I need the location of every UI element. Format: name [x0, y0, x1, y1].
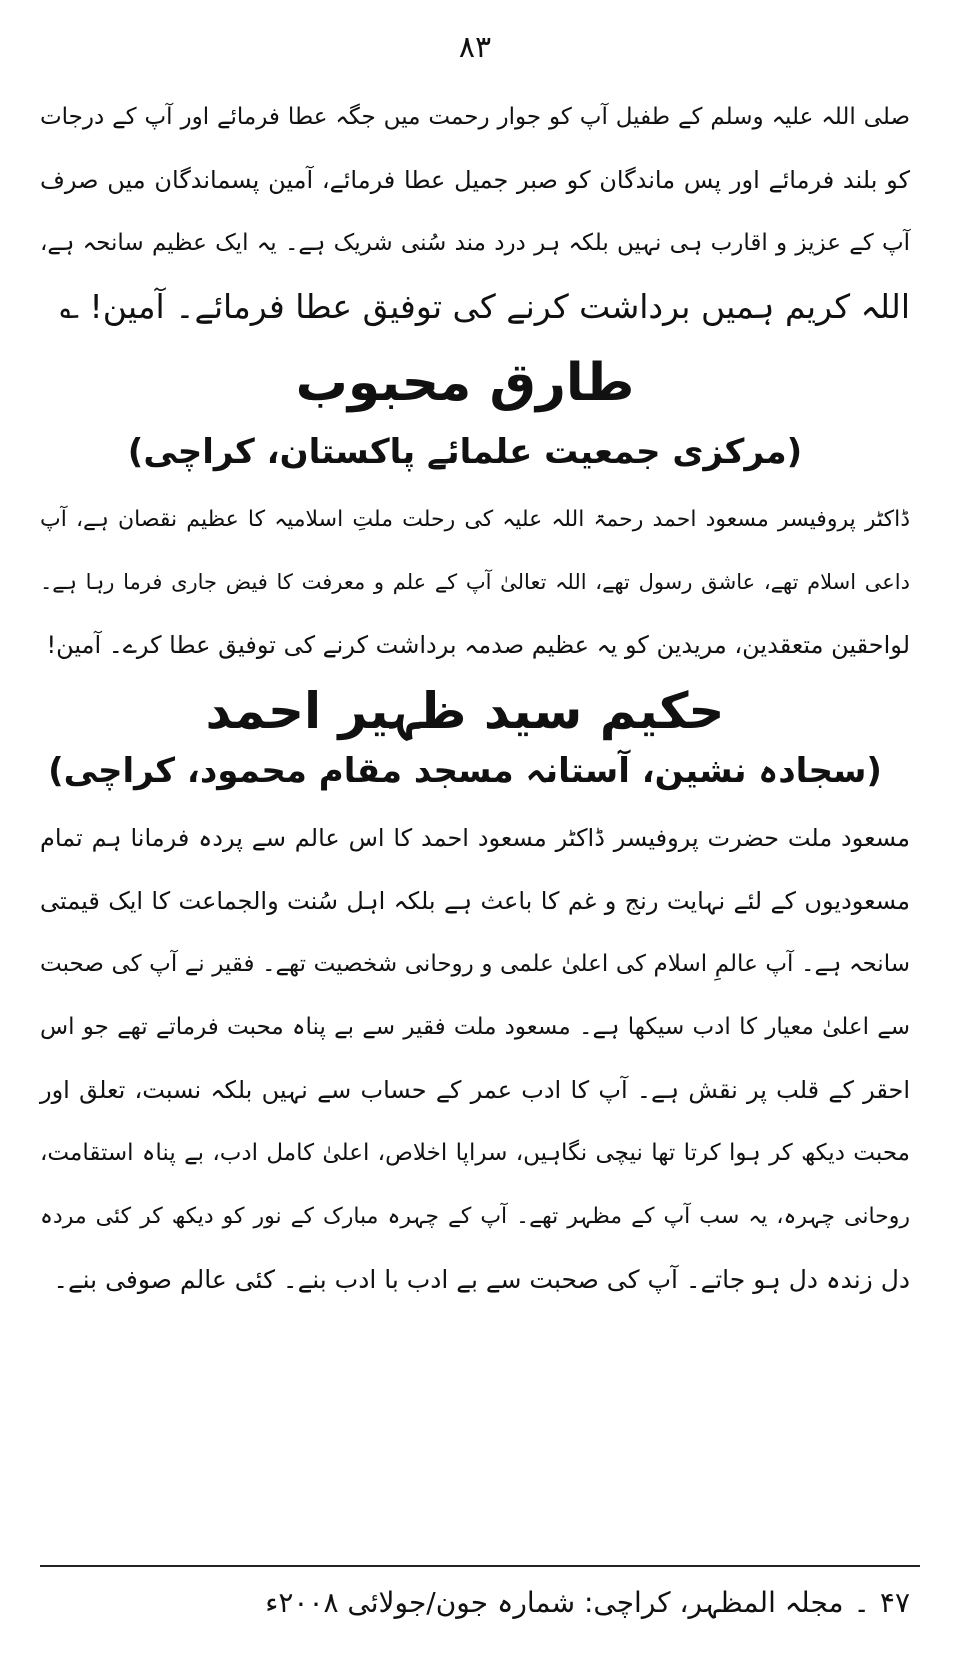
author-affiliation-tariq: (مرکزی جمعیت علمائے پاکستان، کراچی): [127, 432, 803, 472]
text-line: آپ کے عزیز و اقارب ہی نہیں بلکہ ہر درد مند سُنی شریک ہے۔ یہ ایک عظیم سانحہ ہے،: [40, 230, 910, 256]
text-line: سے اعلیٰ معیار کا ادب سیکھا ہے۔ مسعود ملت فقیر سے بے پناہ محبت فرماتے تھے جو اس: [40, 1014, 910, 1040]
text-line: داعی اسلام تھے، عاشق رسول تھے، اللہ تعالیٰ آپ کے علم و معرفت کا فیض جاری فرما رہا ہے۔: [40, 570, 910, 594]
text-line: مسعود ملت حضرت پروفیسر ڈاکٹر مسعود احمد کا اس عالم سے پردہ فرمانا ہم تمام: [40, 824, 910, 852]
text-line: لواحقین متعقدین، مریدین کو یہ عظیم صدمہ برداشت کرنے کی توفیق عطا کرے۔ آمین!: [46, 631, 910, 659]
text-line: کو بلند فرمائے اور پس ماندگان کو صبر جمیل عطا فرمائے، آمین پسماندگان میں صرف: [40, 166, 910, 194]
footer-dash: ۔: [853, 1586, 870, 1619]
footer-page-number: ۴۷: [879, 1586, 910, 1619]
page-number: ۸۳: [458, 30, 492, 65]
author-name-tariq: طارق محبوب: [295, 353, 635, 413]
author-name-hakeem: حکیم سید ظہیر احمد: [205, 682, 725, 740]
text-line: احقر کے قلب پر نقش ہے۔ آپ کا ادب عمر کے حساب سے نہیں بلکہ نسبت، تعلق اور: [40, 1076, 910, 1104]
text-line: مسعودیوں کے لئے نہایت رنج و غم کا باعث ہے بلکہ اہل سُنت والجماعت کا ایک قیمتی: [40, 887, 910, 915]
page-footer: [265, 1583, 910, 1623]
tariq-paragraph: [40, 488, 910, 677]
hakeem-paragraph: [40, 807, 910, 1311]
intro-paragraph: [40, 86, 910, 338]
footer-divider: [40, 1565, 920, 1567]
text-line: صلی اللہ علیہ وسلم کے طفیل آپ کو جوار رحمت میں جگہ عطا فرمائے اور آپ کے درجات: [40, 104, 910, 130]
text-line: ڈاکٹر پروفیسر مسعود احمد رحمۃ اللہ علیہ کی رحلت ملتِ اسلامیہ کا عظیم نقصان ہے، آپ: [40, 507, 910, 532]
footer-journal-citation: مجلہ المظہر، کراچی: شمارہ جون/جولائی ۲۰۰۸ء: [265, 1586, 844, 1619]
text-line: اللہ کریم ہمیں برداشت کرنے کی توفیق عطا فرمائے۔ آمین! ؎: [59, 287, 910, 326]
author-affiliation-hakeem: (سجادہ نشین، آستانہ مسجد مقام محمود، کراچی): [48, 751, 882, 791]
text-line: محبت دیکھ کر ہوا کرتا تھا نیچی نگاہیں، سراپا اخلاص، اعلیٰ کامل ادب، بے پناہ استقامت،: [40, 1140, 910, 1166]
text-line: روحانی چہرہ، یہ سب آپ کے مظہر تھے۔ آپ کے چہرہ مبارک کے نور کو دیکھ کر کئی مردہ: [40, 1204, 910, 1229]
text-line: دل زندہ دل ہو جاتے۔ آپ کی صحبت سے بے ادب با ادب بنے۔ کئی عالم صوفی بنے۔: [53, 1265, 910, 1294]
text-line: سانحہ ہے۔ آپ عالمِ اسلام کی اعلیٰ علمی و روحانی شخصیت تھے۔ فقیر نے آپ کی صحبت: [40, 951, 910, 977]
